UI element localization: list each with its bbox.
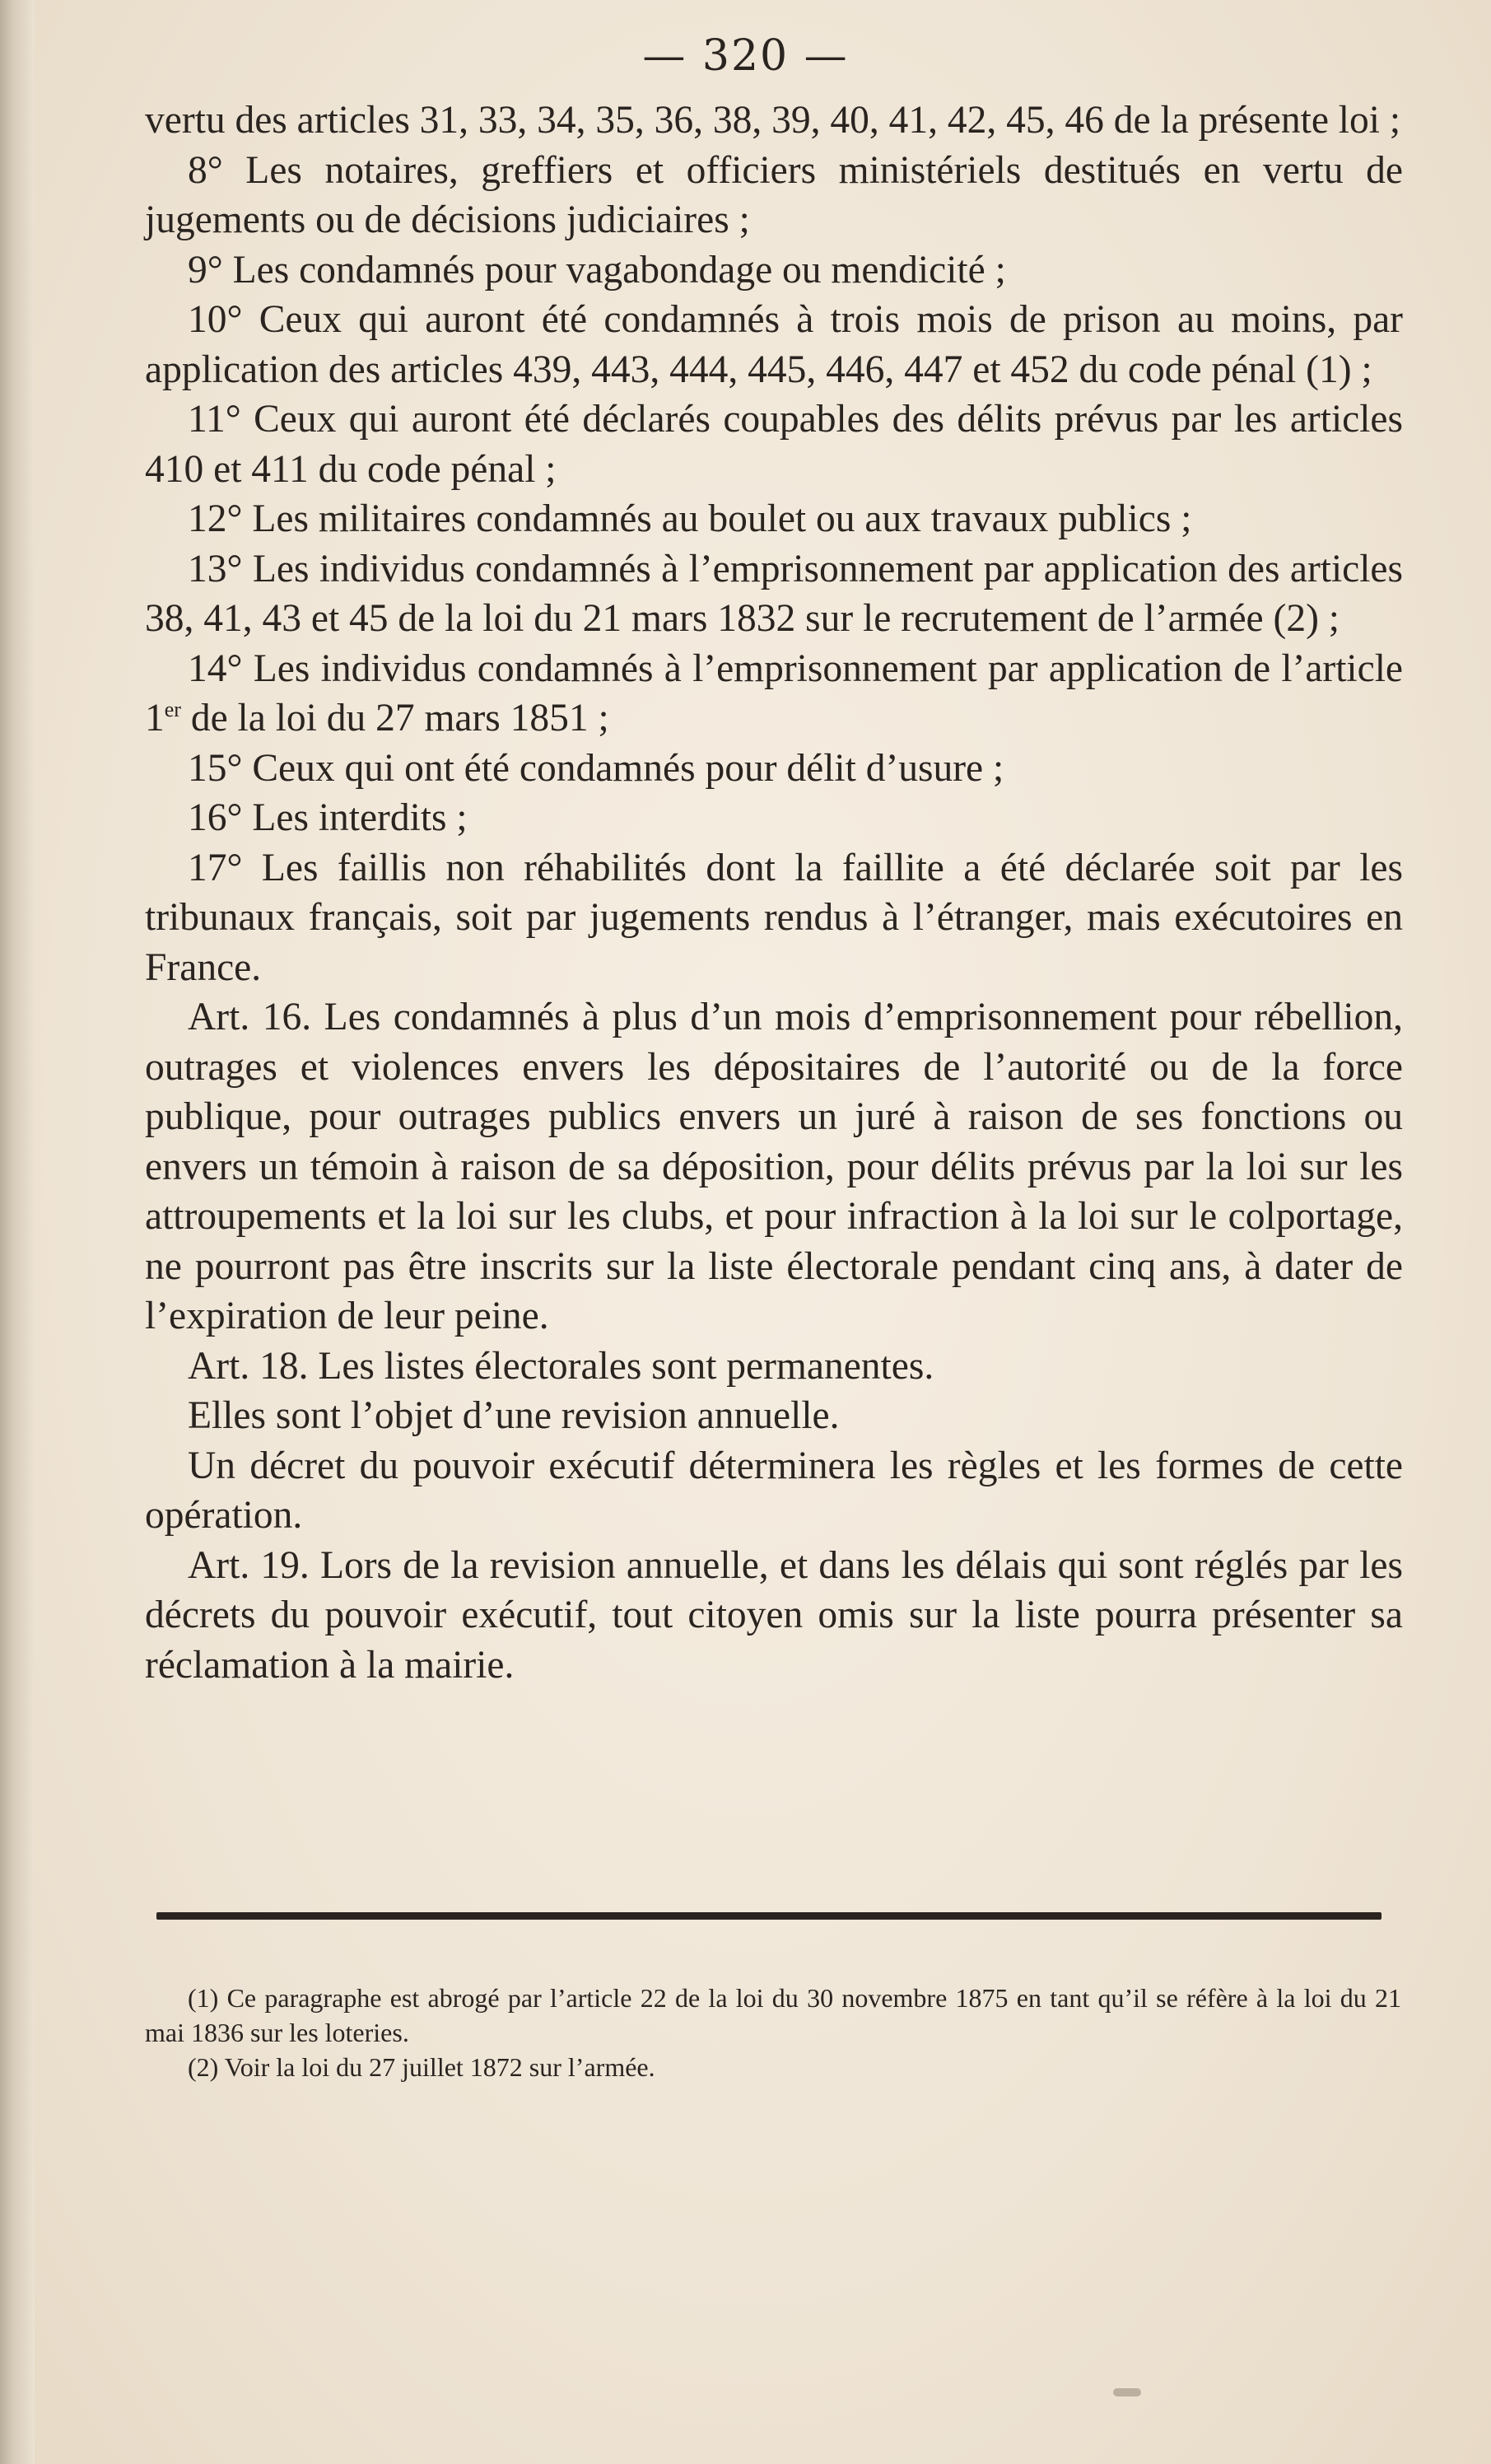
- paragraph-item-12: 12° Les militaires condamnés au boulet ou aux travaux publics ;: [188, 497, 1192, 540]
- main-text: [145, 96, 1403, 1690]
- paragraph-item-14: [145, 644, 1403, 744]
- footnotes: [145, 1981, 1401, 2084]
- paragraph-item-15: 15° Ceux qui ont été condamnés pour délit d’usure ;: [188, 746, 1004, 790]
- ink-smudge: [1113, 2388, 1141, 2396]
- article-18-third: Un décret du pouvoir exécutif déterminera les règles et les formes de cette opération.: [145, 1444, 1403, 1537]
- page-number: — 320 —: [642, 31, 849, 81]
- footnote-divider: [156, 1912, 1382, 1920]
- article-18: Art. 18. Les listes électorales sont permanentes.: [188, 1344, 934, 1388]
- paragraph-item-8: 8° Les notaires, greffiers et officiers ministériels destitués en vertu de jugements ou de décisions judiciaires ;: [145, 148, 1403, 241]
- article-19: Art. 19. Lors de la revision annuelle, et dans les délais qui sont réglés par les décrets du pouvoir exécutif, tout citoyen omis sur la liste pourra présenter sa réclamation à la mairie.: [145, 1543, 1403, 1687]
- paragraph-item-14-text-end: de la loi du 27 mars 1851 ;: [180, 697, 609, 740]
- footnote-2: (2) Voir la loi du 27 juillet 1872 sur l’armée.: [188, 2052, 655, 2082]
- article-16: Art. 16. Les condamnés à plus d’un mois d’emprisonnement pour rébellion, outrages et violences envers les dépositaires de l’autorité ou de la force publique, pour outrages publics envers un juré à raison de ses fonctions ou envers un témoin à raison de sa déposition, pour délits prévus par la loi sur les attroupements et la loi sur les clubs, et pour infraction à la loi sur le colportage, ne pourront pas être inscrits sur la liste électorale pendant cinq ans, à dater de l’expiration de leur peine.: [145, 996, 1403, 1337]
- paragraph-item-13: 13° Les individus condamnés à l’emprisonnement par application des articles 38, 41, 43 et 45 de la loi du 21 mars 1832 sur le recrutement de l’armée (2) ;: [145, 547, 1403, 640]
- article-18-second: Elles sont l’objet d’une revision annuelle.: [188, 1394, 840, 1437]
- footnote-1: (1) Ce paragraphe est abrogé par l’article 22 de la loi du 30 novembre 1875 en tant qu’il se réfère à la loi du 21 mai 1836 sur les loteries.: [145, 1983, 1401, 2047]
- paragraph-item-11: 11° Ceux qui auront été déclarés coupables des délits prévus par les articles 410 et 411 du code pénal ;: [145, 398, 1403, 491]
- paragraph-continuation: vertu des articles 31, 33, 34, 35, 36, 38, 39, 40, 41, 42, 45, 46 de la présente loi ;: [145, 99, 1401, 142]
- paragraph-item-14-text: 14° Les individus condamnés à l’emprisonnement par application de l’article 1: [145, 646, 1403, 740]
- paragraph-item-17: 17° Les faillis non réhabilités dont la faillite a été déclarée soit par les tribunaux français, soit par jugements rendus à l’étranger, mais exécutoires en France.: [145, 846, 1403, 989]
- paragraph-item-9: 9° Les condamnés pour vagabondage ou mendicité ;: [188, 248, 1006, 292]
- page-binding-edge: [0, 0, 35, 2464]
- ordinal-superscript: er: [164, 698, 181, 722]
- paragraph-item-16: 16° Les interdits ;: [188, 796, 468, 839]
- paragraph-item-10: 10° Ceux qui auront été condamnés à trois mois de prison au moins, par application des articles 439, 443, 444, 445, 446, 447 et 452 du code pénal (1) ;: [145, 298, 1403, 391]
